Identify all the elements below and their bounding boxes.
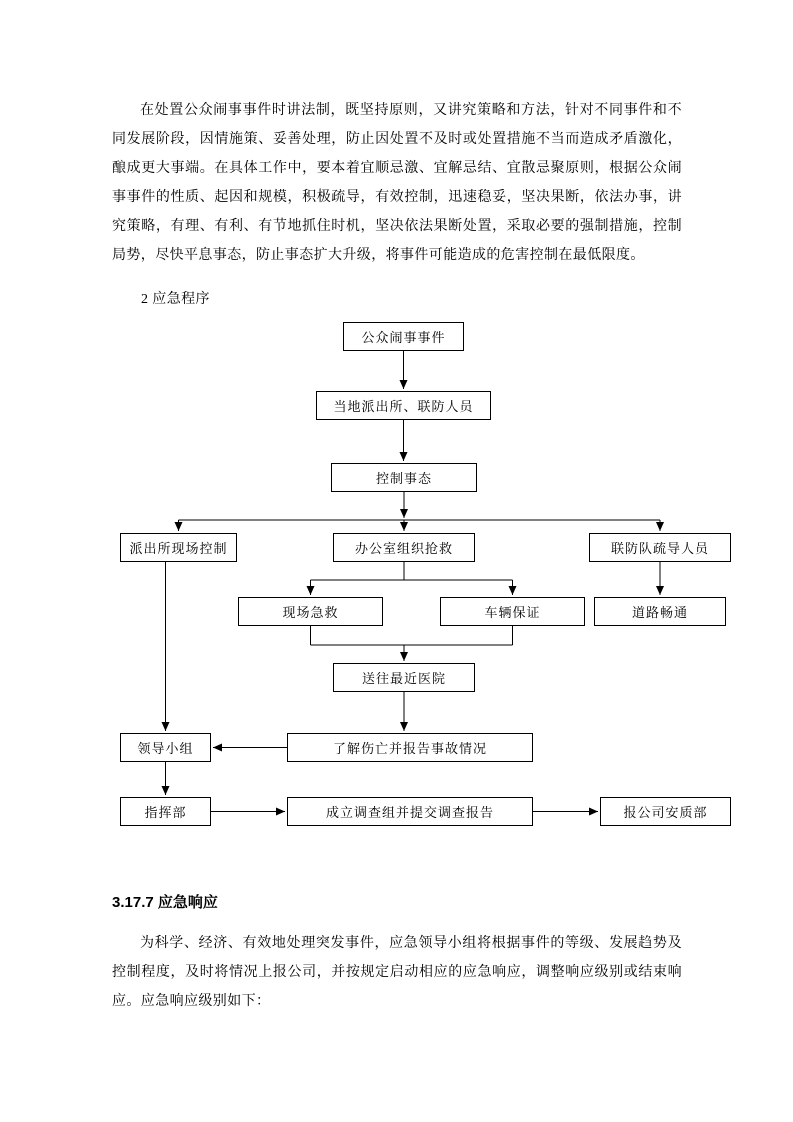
section-heading: 3.17.7 应急响应 [112,894,218,911]
flow-node-leading-group: 领导小组 [120,733,211,762]
flow-node-investigation-team: 成立调查组并提交调查报告 [287,797,533,826]
emergency-procedure-flowchart [0,310,793,855]
flow-node-control-situation: 控制事态 [331,463,477,492]
flow-node-report-safety-dept: 报公司安质部 [600,797,731,826]
procedure-label: 2 应急程序 [141,292,210,307]
flow-node-local-police: 当地派出所、联防人员 [316,391,491,420]
flow-node-public-disturbance: 公众闹事事件 [343,322,464,351]
flow-node-command-post: 指挥部 [120,797,211,826]
paragraph-emergency-response: 为科学、经济、有效地处理突发事件，应急领导小组将根据事件的等级、发展趋势及控制程度，及时将情况上报公司，并按规定启动相应的应急响应，调整响应级别或结束响应。应急响应级别如下： [112,936,682,1009]
flow-node-send-hospital: 送往最近医院 [333,663,475,692]
flow-node-road-clear: 道路畅通 [594,597,726,626]
flow-node-onsite-first-aid: 现场急救 [238,597,383,626]
flow-node-report-casualties: 了解伤亡并报告事故情况 [287,733,533,762]
flow-node-vehicle-guarantee: 车辆保证 [440,597,585,626]
flow-node-joint-defense-guide: 联防队疏导人员 [589,533,731,562]
flow-node-office-rescue: 办公室组织抢救 [333,533,475,562]
flow-node-police-scene-control: 派出所现场控制 [120,533,237,562]
paragraph-handling-strategy: 在处置公众闹事事件时讲法制，既坚持原则，又讲究策略和方法，针对不同事件和不同发展阶段，因情施策、妥善处理，防止因处置不及时或处置措施不当而造成矛盾激化，酿成更大事端。在具体工作中，要本着宜顺忌激、宜解忌结、宜散忌聚原则，根据公众闹事事件的性质、起因和规模，积极疏导，有效控制，迅速稳妥，坚决果断，依法办事，讲究策略，有理、有利、有节地抓住时机，坚决依法果断处置，采取必要的强制措施，控制局势，尽快平息事态，防止事态扩大升级，将事件可能造成的危害控制在最低限度。 [112,103,682,263]
